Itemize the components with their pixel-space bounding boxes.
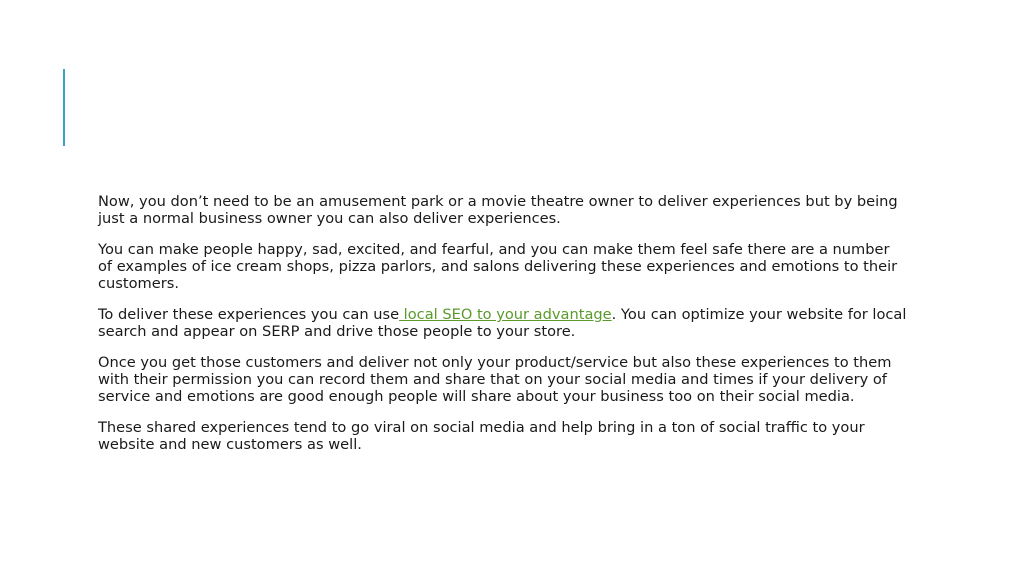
accent-bar	[63, 69, 65, 146]
local-seo-link[interactable]: local SEO to your advantage	[399, 306, 612, 323]
paragraph-3-tail: . You can optimize your website for local search and appear on SERP and drive those people to your store.	[98, 306, 907, 340]
paragraph-5: These shared experiences tend to go viral on social media and help bring in a ton of social traffic to your website and new customers as well.	[98, 419, 865, 453]
paragraph-1: Now, you don’t need to be an amusement park or a movie theatre owner to deliver experiences but by being just a normal business owner you can also deliver experiences.	[98, 193, 898, 227]
slide-body	[98, 193, 908, 467]
paragraph-3	[98, 306, 908, 340]
paragraph-4: Once you get those customers and deliver not only your product/service but also these experiences to them with their permission you can record them and share that on your social media and times if your delivery of service and emotions are good enough people will share about your business too on their social media.	[98, 354, 892, 405]
paragraph-3-lead: To deliver these experiences you can use	[98, 306, 400, 323]
paragraph-2: You can make people happy, sad, excited, and fearful, and you can make them feel safe there are a number of examples of ice cream shops, pizza parlors, and salons delivering these experiences and emotions to their customers.	[98, 241, 898, 292]
